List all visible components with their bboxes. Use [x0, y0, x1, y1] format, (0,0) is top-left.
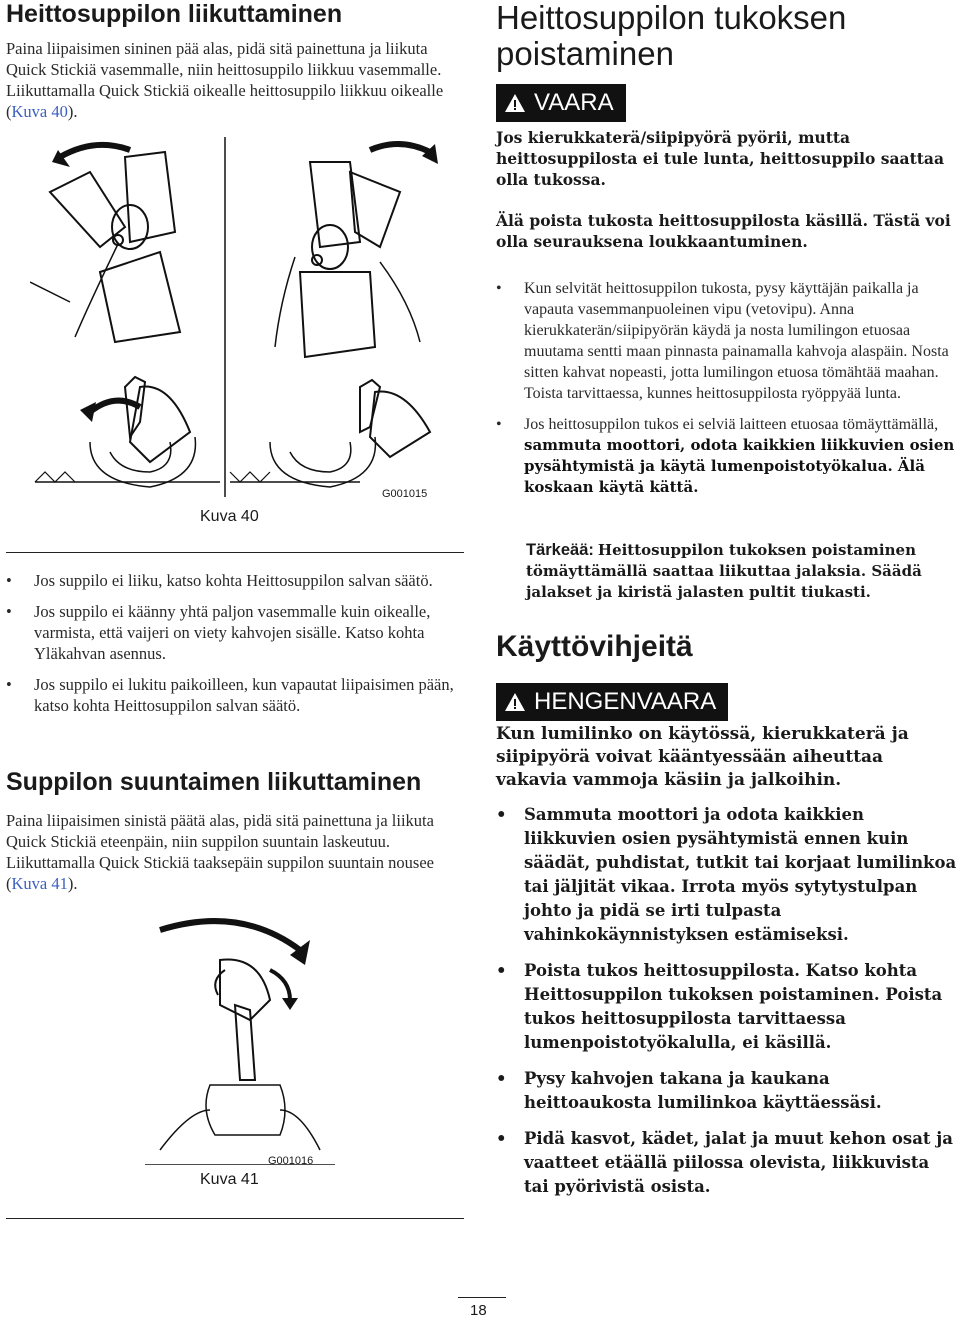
figure-41-rule: [6, 1218, 464, 1219]
warning-clog-1: Jos kierukkaterä/siipipyörä pyörii, mutta heittosuppilosta ei tule lunta, heittosuppilo saattaa olla tukossa.: [496, 128, 945, 189]
page-number: 18: [470, 1302, 487, 1319]
bullet-icon: •: [6, 675, 12, 694]
list-item: • Jos suppilo ei käänny yhtä paljon vasemmalle kuin oikealle, varmista, että vaijeri on viety kahvojen sisälle. Katso kohta Yläkahvan asennus.: [6, 602, 431, 663]
clog-bullets: [496, 278, 958, 498]
figure-40-caption: Kuva 40: [200, 508, 259, 525]
left-bullets: [6, 570, 464, 716]
list-item: • Sammuta moottori ja odota kaikkien liikkuvien osien pysähtymistä ennen kuin säädät, puhdistat, tutkit tai korjaat lumilinkoa tai jäljität vikaa. Irrota myös sytytystulpan johto ja pidä se irti tulpasta vahinkokäynnistyksen estämiseksi.: [496, 805, 957, 944]
list-item: • Poista tukos heittosuppilosta. Katso kohta Heittosuppilon tukoksen poistaminen. Poista tukos heittosuppilosta tarvittaessa lumenpoistotyökalulla, ei käsillä.: [496, 961, 943, 1052]
warning-clog-2: Älä poista tukosta heittosuppilosta käsillä. Tästä voi olla seurauksena loukkaantuminen.: [496, 211, 951, 251]
bullet-icon: •: [496, 416, 502, 433]
paragraph-chute-move: Paina liipaisimen sininen pää alas, pidä sitä painettuna ja liikuta Quick Stickiä vasemmalle, niin heittosuppilo liikkuu vasemmalle. Liikuttamalla Quick Stickiä oikealle heittosuppilo liikkuu oikealle (Kuva 40).: [6, 39, 444, 121]
list-item: • Jos heittosuppilon tukos ei selviä laitteen etuosaa tömäyttämällä, sammuta moottori, odota kaikkien liikkuvien osien pysähtymistä ja käytä lumenpoistotyökalua. Älä koskaan käytä kättä.: [496, 416, 955, 496]
figure-40-rule: [6, 552, 464, 553]
figure-40-illustration: [30, 132, 460, 502]
signal-word-danger: [496, 84, 626, 122]
section-title-chute-move: Heittosuppilon liikuttaminen: [6, 0, 343, 28]
bullet-icon: •: [6, 571, 12, 590]
list-item: • Pidä kasvot, kädet, jalat ja muut kehon osat ja vaatteet etäällä piilossa olevista, liikkuvista tai pyörivistä osista.: [496, 1129, 953, 1196]
bullet-icon: •: [496, 805, 507, 824]
list-item: • Jos suppilo ei lukitu paikoilleen, kun vapautat liipaisimen pään, katso kohta Heittosuppilon salvan säätö.: [6, 675, 454, 715]
figure-41-illustration: [140, 910, 340, 1165]
bullet-icon: •: [6, 602, 12, 621]
figure-41-caption: Kuva 41: [200, 1171, 259, 1188]
list-item: • Jos suppilo ei liiku, katso kohta Heittosuppilon salvan säätö.: [6, 571, 433, 590]
paragraph-deflector: Paina liipaisimen sinistä päätä alas, pidä sitä painettuna ja liikuta Quick Stickiä eteenpäin, niin suppilon suuntain laskeutuu. Liikuttamalla Quick Stickiä taaksepäin suppilon suuntain nousee (Kuva 41).: [6, 811, 434, 893]
list-item: • Pysy kahvojen takana ja kaukana heittoaukosta lumilinkoa käyttäessäsi.: [496, 1069, 882, 1112]
section-title-tips: Käyttövihjeitä: [496, 630, 693, 663]
warning-triangle-icon: [504, 692, 526, 712]
warning-tips: Kun lumilinko on käytössä, kierukkaterä ja siipipyörä voivat kääntyessään aiheuttaa vakavia vammoja käsiin ja jalkoihin.: [496, 724, 909, 790]
bullet-icon: •: [496, 280, 502, 297]
bullet-icon: •: [496, 1069, 507, 1088]
figure-40-code: G001015: [382, 488, 428, 500]
tips-bullets: [496, 803, 958, 1199]
warning-triangle-icon: [504, 93, 526, 113]
footer-rule: [458, 1297, 506, 1298]
signal-word-label: HENGENVAARA: [534, 688, 717, 715]
section-title-deflector: Suppilon suuntaimen liikuttaminen: [6, 768, 422, 796]
bullet-icon: •: [496, 1129, 507, 1148]
signal-word-fatal: [496, 683, 728, 721]
signal-word-label: VAARA: [534, 89, 614, 116]
section-title-clog: Heittosuppilon tukoksen poistaminen: [496, 0, 847, 72]
bullet-icon: •: [496, 961, 507, 980]
list-item: • Kun selvität heittosuppilon tukosta, pysy käyttäjän paikalla ja vapauta vasemmanpuoleinen vipu (vetovipu). Anna kierukkaterän/siipipyörän käydä ja nosta lumilingon etuosaa muutama sentti maan pinnasta painamalla kahvoja alaspäin. Nosta sitten kahvat nopeasti, jotta lumilingon etuosa tömähtää maahan. Toista tarvittaessa, kunnes heittosuppilosta ryöppyää lunta.: [496, 280, 949, 402]
figure-41-link[interactable]: Kuva 41: [11, 874, 68, 893]
figure-41-code: G001016: [268, 1155, 314, 1167]
important-note: Tärkeää: Heittosuppilon tukoksen poistaminen tömäyttämällä saattaa liikuttaa jalaksia. Säädä jalakset ja kiristä jalasten pultit tiukasti.: [526, 541, 922, 601]
figure-40-link[interactable]: Kuva 40: [11, 102, 68, 121]
